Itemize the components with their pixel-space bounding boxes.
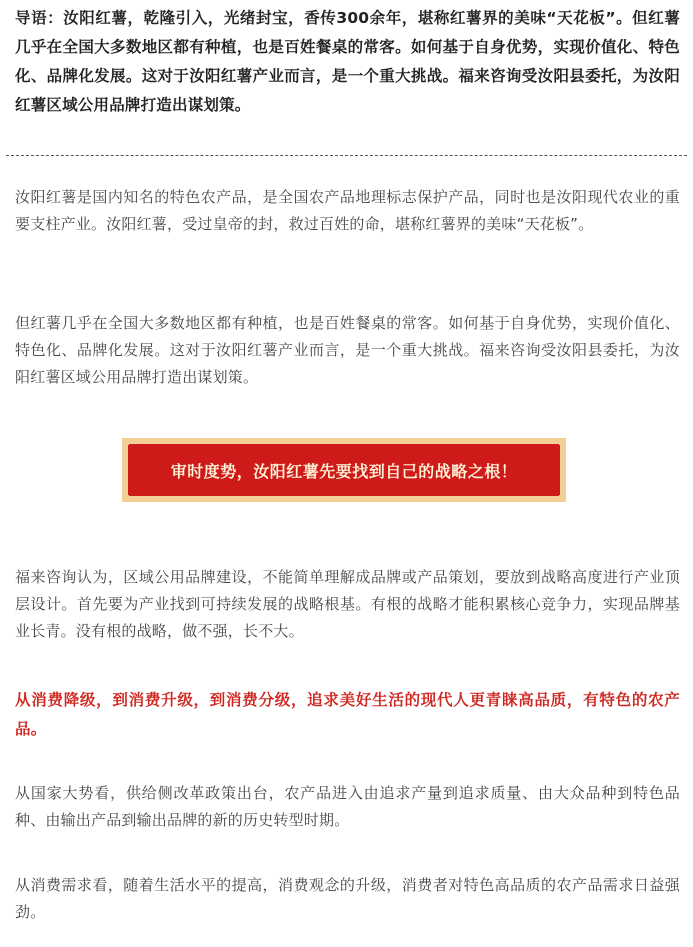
paragraph-challenge: 但红薯几乎在全国大多数地区都有种植，也是百姓餐桌的常客。如何基于自身优势，实现价值化、特色化、品牌化发展。这对于汝阳红薯产业而言，是一个重大挑战。福来咨询受汝阳县委托，为汝阳红薯区域公用品牌打造出谋划策。	[15, 314, 680, 386]
paragraph-national-trend: 从国家大势看，供给侧改革政策出台，农产品进入由追求产量到追求质量、由大众品种到特色品种、由输出产品到输出品牌的新的历史转型时期。	[15, 784, 680, 829]
article-lead: 导语：汝阳红薯，乾隆引入，光绪封宝，香传300余年，堪称红薯界的美味“天花板”。但红薯几乎在全国大多数地区都有种植，也是百姓餐桌的常客。如何基于自身优势，实现价值化、特色化、品牌化发展。这对于汝阳红薯产业而言，是一个重大挑战。福来咨询受汝阳县委托，为汝阳红薯区域公用品牌打造出谋划策。	[15, 9, 680, 114]
banner-corner-decoration	[122, 438, 129, 445]
paragraph-strategy: 福来咨询认为，区域公用品牌建设，不能简单理解成品牌或产品策划，要放到战略高度进行产业顶层设计。首先要为产业找到可持续发展的战略根基。有根的战略才能积累核心竞争力，实现品牌基业长青。没有根的战略，做不强，长不大。	[15, 568, 680, 640]
banner-corner-decoration	[122, 495, 129, 502]
banner-corner-decoration	[559, 495, 566, 502]
dashed-divider	[6, 155, 687, 156]
paragraph-intro: 汝阳红薯是国内知名的特色农产品，是全国农产品地理标志保护产品，同时也是汝阳现代农业的重要支柱产业。汝阳红薯，受过皇帝的封，救过百姓的命，堪称红薯界的美味“天花板”。	[15, 188, 680, 233]
section-banner	[122, 438, 566, 502]
section-banner-title: 审时度势，汝阳红薯先要找到自己的战略之根！	[170, 461, 518, 481]
section-banner-inner	[128, 444, 560, 496]
banner-corner-decoration	[559, 438, 566, 445]
paragraph-consumer-demand: 从消费需求看，随着生活水平的提高，消费观念的升级，消费者对特色高品质的农产品需求日益强劲。	[15, 876, 680, 921]
paragraph-highlight: 从消费降级，到消费升级，到消费分级，追求美好生活的现代人更青睐高品质，有特色的农产品。	[15, 691, 680, 738]
